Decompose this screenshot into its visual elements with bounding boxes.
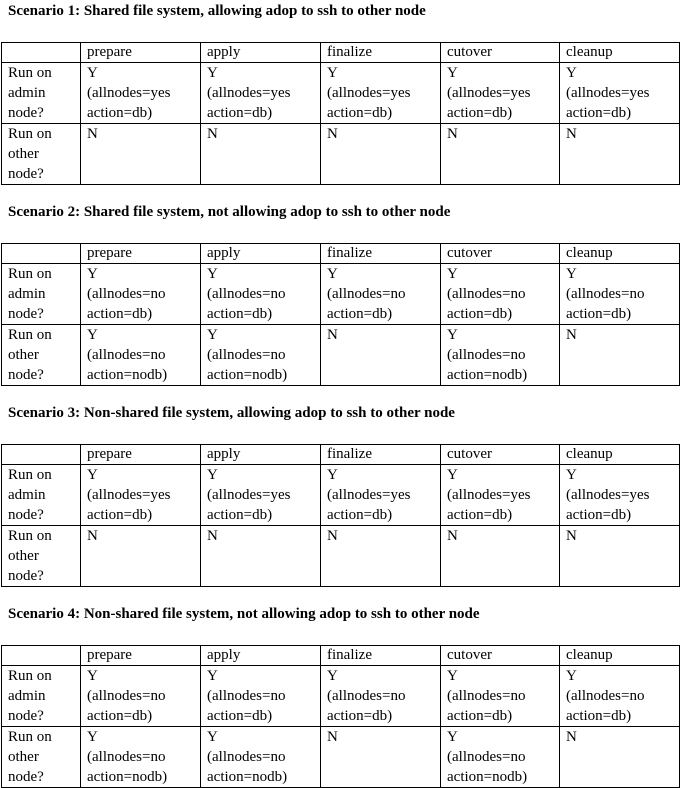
cell-line: action=db) [87,507,153,523]
cell-line: N [87,528,98,544]
cell-line: N [566,126,577,142]
row-label-line: node? [8,166,44,182]
cell-line: (allnodes=no [447,286,526,302]
header-row [2,244,680,264]
value-cell [441,124,560,185]
column-header: finalize [321,43,441,63]
cell-line: Y [447,729,458,745]
value-cell [321,465,441,526]
row-label-line: Run on [8,467,52,483]
cell-line: Y [447,65,458,81]
column-header: apply [201,445,321,465]
cell-line: N [327,327,338,343]
cell-line: action=db) [566,708,632,724]
value-cell [201,465,321,526]
row-admin-node [2,264,680,325]
value-cell [201,63,321,124]
cell-line: action=db) [207,105,273,121]
cell-line: action=db) [566,507,632,523]
cell-line: Y [87,65,98,81]
cell-line: Y [566,65,577,81]
row-label-line: admin [8,487,46,503]
cell-line: Y [447,467,458,483]
value-cell [201,666,321,727]
cell-line: (allnodes=yes [87,487,171,503]
row-label-line: node? [8,306,44,322]
value-cell [321,264,441,325]
value-cell [81,465,201,526]
cell-line: Y [327,668,338,684]
row-label-line: admin [8,85,46,101]
value-cell [560,325,680,386]
cell-line: (allnodes=yes [566,487,650,503]
value-cell [321,63,441,124]
column-header: apply [201,244,321,264]
cell-line: N [87,126,98,142]
value-cell [321,325,441,386]
header-row [2,43,680,63]
cell-line: Y [207,467,218,483]
value-cell [441,325,560,386]
cell-line: (allnodes=no [87,688,166,704]
cell-line: Y [327,467,338,483]
scenario-table [1,645,680,788]
row-other-node [2,727,680,788]
value-cell [560,465,680,526]
value-cell [201,727,321,788]
column-header: finalize [321,646,441,666]
value-cell [441,727,560,788]
row-label-line: Run on [8,528,52,544]
cell-line: Y [207,729,218,745]
row-label-line: node? [8,367,44,383]
value-cell [560,666,680,727]
value-cell [560,124,680,185]
row-other-node [2,124,680,185]
cell-line: N [327,729,338,745]
row-label-line: admin [8,286,46,302]
cell-line: Y [566,467,577,483]
cell-line: action=db) [566,105,632,121]
row-label-line: node? [8,708,44,724]
cell-line: action=db) [87,306,153,322]
cell-line: action=db) [87,105,153,121]
value-cell [441,264,560,325]
value-cell [201,264,321,325]
value-cell [81,63,201,124]
row-label [2,727,81,788]
value-cell [81,666,201,727]
column-header: cutover [441,244,560,264]
row-admin-node [2,666,680,727]
cell-line: action=db) [87,708,153,724]
cell-line: Y [207,266,218,282]
corner-cell [2,244,81,264]
value-cell [560,63,680,124]
value-cell [321,526,441,587]
cell-line: (allnodes=yes [447,487,531,503]
column-header: cleanup [560,646,680,666]
row-label-line: Run on [8,126,52,142]
row-label-line: other [8,347,39,363]
column-header: prepare [81,646,201,666]
cell-line: action=db) [447,105,513,121]
cell-line: action=nodb) [207,367,288,383]
row-label-line: other [8,548,39,564]
column-header: cleanup [560,244,680,264]
corner-cell [2,646,81,666]
row-label-line: Run on [8,327,52,343]
cell-line: (allnodes=no [207,286,286,302]
cell-line: Y [87,467,98,483]
column-header: apply [201,43,321,63]
cell-line: action=db) [566,306,632,322]
value-cell [321,124,441,185]
column-header: cutover [441,43,560,63]
row-label-line: node? [8,568,44,584]
value-cell [201,526,321,587]
cell-line: Y [447,266,458,282]
header-row [2,445,680,465]
cell-line: action=db) [327,708,393,724]
row-label [2,124,81,185]
cell-line: action=db) [207,507,273,523]
row-label-line: node? [8,507,44,523]
value-cell [560,526,680,587]
value-cell [321,666,441,727]
column-header: prepare [81,445,201,465]
row-label-line: Run on [8,65,52,81]
cell-line: (allnodes=no [447,347,526,363]
cell-line: Y [87,327,98,343]
value-cell [560,727,680,788]
cell-line: (allnodes=yes [87,85,171,101]
row-label [2,264,81,325]
row-label-line: Run on [8,266,52,282]
row-label [2,325,81,386]
cell-line: N [566,327,577,343]
column-header: finalize [321,445,441,465]
column-header: cleanup [560,445,680,465]
cell-line: Y [207,65,218,81]
cell-line: (allnodes=no [87,749,166,765]
value-cell [441,465,560,526]
cell-line: (allnodes=no [87,347,166,363]
cell-line: Y [207,327,218,343]
value-cell [81,526,201,587]
row-label-line: admin [8,688,46,704]
cell-line: (allnodes=no [566,688,645,704]
cell-line: N [327,528,338,544]
column-header: cutover [441,646,560,666]
cell-line: (allnodes=no [447,749,526,765]
cell-line: N [327,126,338,142]
scenario-title: Scenario 1: Shared file system, allowing adop to ssh to other node [8,3,426,19]
row-other-node [2,325,680,386]
cell-line: action=db) [327,306,393,322]
row-label-line: Run on [8,729,52,745]
cell-line: (allnodes=yes [207,85,291,101]
scenario-table [1,243,680,386]
cell-line: (allnodes=yes [566,85,650,101]
column-header: prepare [81,43,201,63]
cell-line: Y [207,668,218,684]
cell-line: (allnodes=yes [327,85,411,101]
scenario-table [1,42,680,185]
value-cell [441,63,560,124]
cell-line: action=db) [327,105,393,121]
cell-line: (allnodes=no [87,286,166,302]
cell-line: action=nodb) [447,367,528,383]
value-cell [560,264,680,325]
value-cell [321,727,441,788]
scenario-title: Scenario 3: Non-shared file system, allowing adop to ssh to other node [8,405,455,421]
cell-line: (allnodes=no [327,688,406,704]
scenario-table [1,444,680,587]
row-label-line: Run on [8,668,52,684]
cell-line: action=nodb) [207,769,288,785]
cell-line: action=db) [447,306,513,322]
value-cell [201,124,321,185]
cell-line: N [566,729,577,745]
cell-line: Y [566,668,577,684]
cell-line: (allnodes=no [447,688,526,704]
cell-line: Y [327,65,338,81]
cell-line: (allnodes=no [566,286,645,302]
cell-line: N [447,528,458,544]
cell-line: Y [87,266,98,282]
row-label [2,526,81,587]
row-label [2,63,81,124]
cell-line: Y [447,327,458,343]
value-cell [81,124,201,185]
row-admin-node [2,465,680,526]
column-header: finalize [321,244,441,264]
cell-line: (allnodes=no [207,688,286,704]
cell-line: (allnodes=yes [327,487,411,503]
cell-line: action=nodb) [87,769,168,785]
cell-line: Y [87,729,98,745]
column-header: cleanup [560,43,680,63]
cell-line: Y [447,668,458,684]
row-label [2,666,81,727]
value-cell [81,264,201,325]
column-header: prepare [81,244,201,264]
row-label-line: node? [8,769,44,785]
value-cell [441,666,560,727]
cell-line: (allnodes=yes [207,487,291,503]
header-row [2,646,680,666]
cell-line: Y [87,668,98,684]
row-admin-node [2,63,680,124]
cell-line: (allnodes=no [207,347,286,363]
cell-line: action=db) [447,708,513,724]
cell-line: N [566,528,577,544]
column-header: cutover [441,445,560,465]
cell-line: action=db) [447,507,513,523]
row-label [2,465,81,526]
cell-line: action=nodb) [447,769,528,785]
value-cell [201,325,321,386]
row-label-line: other [8,749,39,765]
cell-line: (allnodes=yes [447,85,531,101]
cell-line: action=nodb) [87,367,168,383]
cell-line: N [207,126,218,142]
cell-line: N [447,126,458,142]
cell-line: (allnodes=no [327,286,406,302]
corner-cell [2,445,81,465]
cell-line: Y [327,266,338,282]
row-label-line: node? [8,105,44,121]
cell-line: Y [566,266,577,282]
value-cell [441,526,560,587]
corner-cell [2,43,81,63]
row-other-node [2,526,680,587]
cell-line: N [207,528,218,544]
cell-line: (allnodes=no [207,749,286,765]
cell-line: action=db) [207,708,273,724]
row-label-line: other [8,146,39,162]
cell-line: action=db) [207,306,273,322]
scenario-title: Scenario 2: Shared file system, not allowing adop to ssh to other node [8,204,451,220]
value-cell [81,727,201,788]
cell-line: action=db) [327,507,393,523]
value-cell [81,325,201,386]
column-header: apply [201,646,321,666]
scenario-title: Scenario 4: Non-shared file system, not allowing adop to ssh to other node [8,606,480,622]
